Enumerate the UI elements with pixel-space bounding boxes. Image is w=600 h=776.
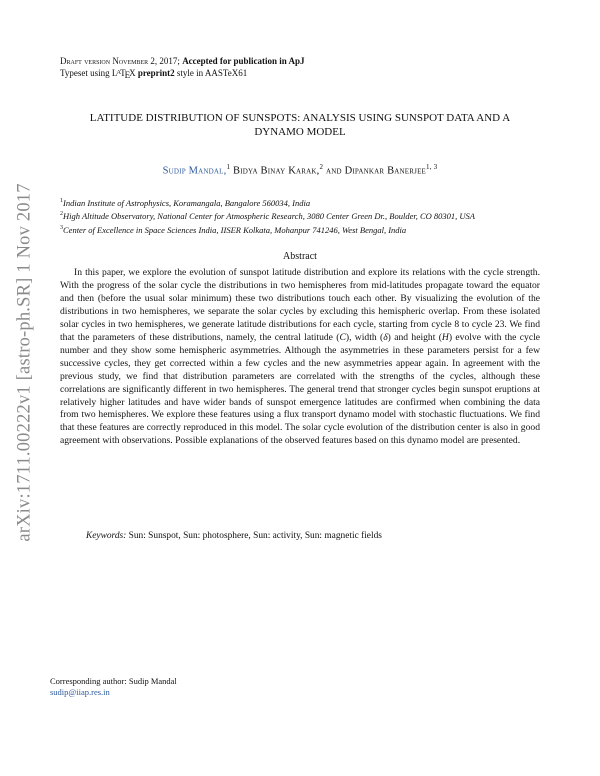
author-name: and Dipankar Banerjee bbox=[323, 165, 427, 177]
email-link[interactable]: sudip@iiap.res.in bbox=[50, 687, 110, 697]
typeset-line: Typeset using $L^ATEX$ preprint2 style in AASTeX61 bbox=[60, 68, 248, 80]
affiliation: $^1$Indian Institute of Astrophysics, Koramangala, Bangalore 560034, India bbox=[60, 197, 311, 208]
keywords bbox=[86, 531, 382, 541]
author-link[interactable]: Sudip Mandal, bbox=[162, 165, 227, 177]
preprint-style: preprint2 bbox=[137, 68, 175, 78]
corresponding-author bbox=[50, 676, 177, 698]
affiliations bbox=[60, 196, 475, 236]
author-name: Bidya Binay Karak, bbox=[230, 165, 320, 177]
abstract-body: In this paper, we explore the evolution of sunspot latitude distribution and explore its relations with the cycle strength. With the progress of the solar cycle the distributions in two hemispheres from mid-latitudes propagate toward the equator and then (before the usual solar minimum) these two distributions touch each other. By visualizing the evolution of the distributions in two hemispheres, we separate the solar cycles by excluding this hemispheric overlap. From these isolated solar cycles in two hemispheres, we generate latitude distributions for each cycle, starting from cycle 8 to cycle 23. We find that the parameters of these distributions, namely, the central latitude (C), width (δ) and height (H) evolve with the cycle number and they show some hemispheric asymmetries. Although the asymmetries in these parameters persist for a few successive cycles, they get corrected within a few cycles and the new asymmetries appear again. In agreement with the previous study, we find that distribution parameters are correlated with the strengths of the cycles, although these correlations are significantly different in two hemispheres. The general trend that stronger cycles begin sunspot eruptions at relatively higher latitudes and have wider bands of sunspot emergence latitudes are confirmed when combining the data from two hemispheres. We explore these features using a flux transport dynamo model with stochastic fluctuations. We find that these features are correctly reproduced in this model. The solar cycle evolution of the distribution center is also in good agreement with observations. Possible explanations of the observed features based on this dynamo model are presented. bbox=[60, 267, 541, 447]
keywords-label: Keywords: bbox=[86, 531, 127, 541]
affiliation: $^3$Center of Excellence in Space Sciences India, IISER Kolkata, Mohanpur 741246, West Bengal, India bbox=[60, 224, 407, 235]
arxiv-stamp bbox=[12, 172, 38, 552]
draft-version: Draft version November 2, 2017 bbox=[60, 56, 178, 66]
accepted-status: Accepted for publication in ApJ bbox=[182, 56, 305, 66]
draft-header bbox=[60, 55, 305, 79]
arxiv-id: arXiv:1711.00222v1 [astro-ph.SR] 1 Nov 2017 bbox=[14, 182, 35, 542]
abstract-heading: Abstract bbox=[283, 251, 317, 262]
paper-title: LATITUDE DISTRIBUTION OF SUNSPOTS: ANALYSIS USING SUNSPOT DATA AND A DYNAMO MODEL bbox=[89, 112, 511, 138]
corresponding-label: Corresponding author: Sudip Mandal bbox=[50, 676, 177, 686]
affiliation: $^2$High Altitude Observatory, National Center for Atmospheric Research, 3080 Center Green Dr., Boulder, CO 80301, USA bbox=[60, 211, 475, 222]
author-list: Sudip Mandal,$^1$ Bidya Binay Karak,$^2$ and Dipankar Banerjee$^{1, 3}$ bbox=[162, 163, 438, 177]
keywords-text: Sun: Sunspot, Sun: photosphere, Sun: activity, Sun: magnetic fields bbox=[126, 531, 382, 541]
draft-line: Draft version November 2, 2017; Accepted for publication in ApJ bbox=[60, 56, 305, 66]
